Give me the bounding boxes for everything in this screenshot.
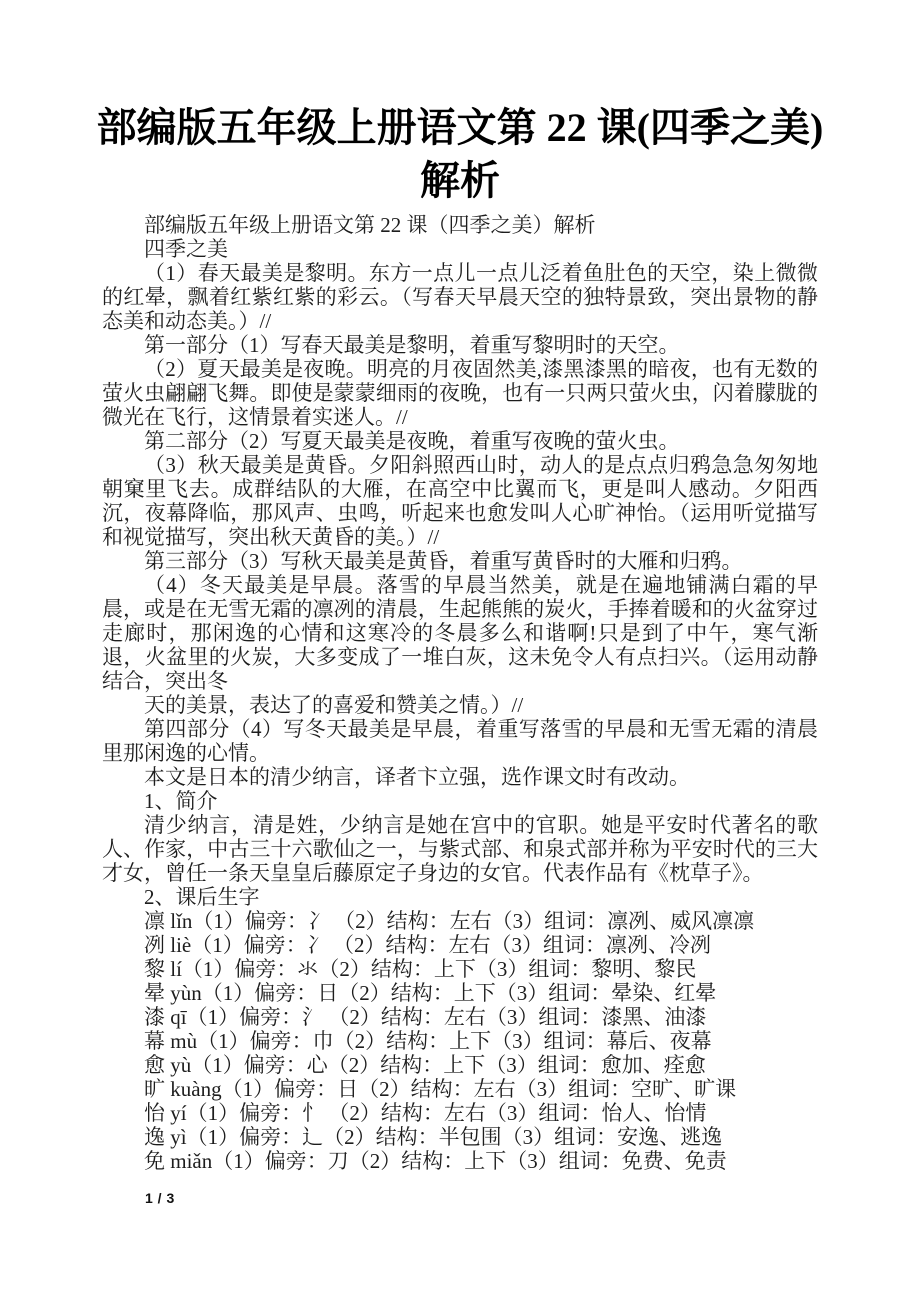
- paragraph: （4）冬天最美是早晨。落雪的早晨当然美，就是在遍地铺满白霜的早晨，或是在无雪无霜的凛冽的清晨，生起熊熊的炭火，手捧着暖和的火盆穿过走廊时，那闲逸的心情和这寒冷的冬晨多么和谐啊!只是到了中午，寒气渐退，火盆里的火炭，大多变成了一堆白灰，这未免令人有点扫兴。（运用动静结合，突出冬: [102, 573, 818, 693]
- paragraph: 2、课后生字: [144, 885, 260, 909]
- paragraph: 第三部分（3）写秋天最美是黄昏，着重写黄昏时的大雁和归鸦。: [144, 549, 743, 573]
- paragraph: 幕 mù（1）偏旁：巾（2）结构：上下（3）组词：幕后、夜幕: [144, 1029, 712, 1053]
- paragraph: 第四部分（4）写冬天最美是早晨，着重写落雪的早晨和无雪无霜的清晨里那闲逸的心情。: [102, 717, 818, 765]
- paragraph: 第二部分（2）写夏天最美是夜晚，着重写夜晚的萤火虫。: [144, 429, 680, 453]
- paragraph: （1）春天最美是黎明。东方一点儿一点儿泛着鱼肚色的天空，染上微微的红晕，飘着红紫红紫的彩云。（写春天早晨天空的独特景致，突出景物的静态美和动态美。）//: [102, 261, 818, 333]
- paragraph: 逸 yì（1）偏旁：辶（2）结构：半包围（3）组词：安逸、逃逸: [144, 1125, 723, 1149]
- document-title-line2: 解析: [420, 158, 500, 203]
- paragraph: 漆 qī（1）偏旁：氵 （2）结构：左右（3）组词：漆黑、油漆: [144, 1005, 707, 1029]
- paragraph: 1、简介: [144, 789, 218, 813]
- paragraph: 第一部分（1）写春天最美是黎明，着重写黎明时的天空。: [144, 333, 680, 357]
- paragraph: （2）夏天最美是夜晚。明亮的月夜固然美,漆黑漆黑的暗夜，也有无数的萤火虫翩翩飞舞。即使是蒙蒙细雨的夜晚，也有一只两只萤火虫，闪着朦胧的微光在飞行，这情景着实迷人。//: [102, 357, 818, 429]
- paragraph: 本文是日本的清少纳言，译者卞立强，选作课文时有改动。: [144, 765, 690, 789]
- paragraph: 愈 yù（1）偏旁：心（2）结构：上下（3）组词：愈加、痊愈: [144, 1053, 706, 1077]
- document-title-line1: 部编版五年级上册语文第 22 课(四季之美): [96, 105, 824, 150]
- document-title: [0, 0, 920, 207]
- paragraph: 免 miǎn（1）偏旁：刀（2）结构：上下（3）组词：免费、免责: [144, 1149, 727, 1173]
- document-body: [102, 213, 818, 1173]
- paragraph: 旷 kuàng（1）偏旁：日（2）结构：左右（3）组词：空旷、旷课: [144, 1077, 737, 1101]
- paragraph: 部编版五年级上册语文第 22 课（四季之美）解析: [144, 213, 596, 237]
- paragraph: 凛 lǐn（1）偏旁：冫 （2）结构：左右（3）组词：凛冽、威风凛凛: [144, 909, 755, 933]
- paragraph: 冽 liè（1）偏旁：冫 （2）结构：左右（3）组词：凛冽、冷冽: [144, 933, 711, 957]
- page-number: 1 / 3: [145, 1190, 175, 1206]
- paragraph: 黎 lí（1）偏旁：氺（2）结构：上下（3）组词：黎明、黎民: [144, 957, 697, 981]
- paragraph: 晕 yùn（1）偏旁：日（2）结构：上下（3）组词：晕染、红晕: [144, 981, 717, 1005]
- paragraph: 四季之美: [144, 237, 228, 261]
- paragraph: 清少纳言，清是姓，少纳言是她在宫中的官职。她是平安时代著名的歌人、作家，中古三十六歌仙之一，与紫式部、和泉式部并称为平安时代的三大才女，曾任一条天皇皇后藤原定子身边的女官。代表作品有《枕草子》。: [102, 813, 818, 885]
- paragraph: 怡 yí（1）偏旁：忄 （2）结构：左右（3）组词：怡人、怡情: [144, 1101, 707, 1125]
- paragraph: （3）秋天最美是黄昏。夕阳斜照西山时，动人的是点点归鸦急急匆匆地朝窠里飞去。成群结队的大雁，在高空中比翼而飞，更是叫人感动。夕阳西沉，夜幕降临，那风声、虫鸣，听起来也愈发叫人心旷神怡。（运用听觉描写和视觉描写，突出秋天黄昏的美。）//: [102, 453, 818, 549]
- paragraph: 天的美景，表达了的喜爱和赞美之情。）//: [144, 693, 524, 717]
